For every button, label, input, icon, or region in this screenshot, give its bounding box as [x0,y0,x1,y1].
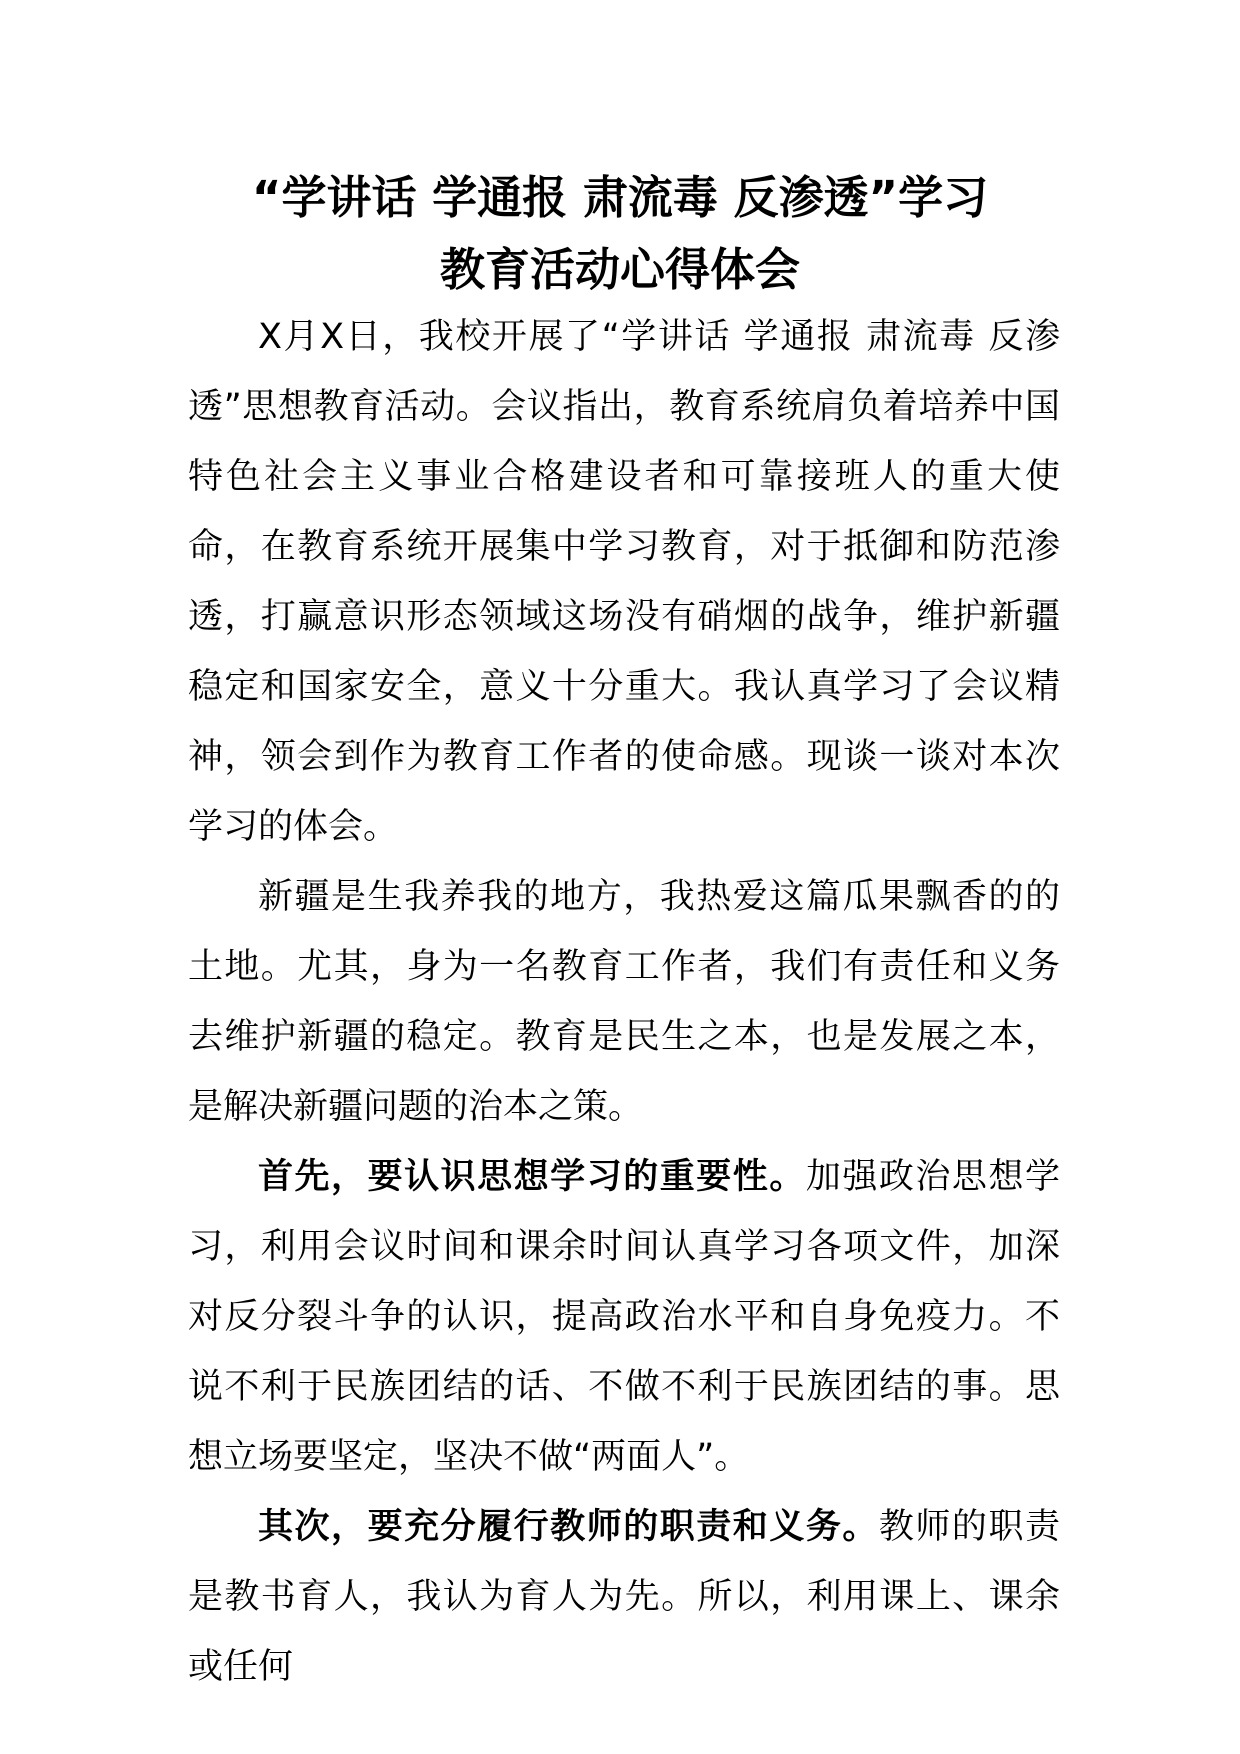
paragraph-4-text: 教师的职责是教书育人，我认为育人为先。所以，利用课上、课余或任何 [188,1507,1060,1687]
document-body [188,302,1060,1702]
paragraph-3 [188,1142,1060,1492]
paragraph-2 [188,862,1060,1142]
paragraph-4-lead: 其次，要充分履行教师的职责和义务。 [258,1507,879,1547]
paragraph-1 [188,302,1060,862]
document-title-line-1: “学讲话 学通报 肃流毒 反渗透”学习 [251,171,989,224]
paragraph-4 [188,1492,1060,1702]
paragraph-3-lead: 首先，要认识思想学习的重要性。 [258,1157,806,1197]
paragraph-3-text: 加强政治思想学习，利用会议时间和课余时间认真学习各项文件，加深对反分裂斗争的认识，提高政治水平和自身免疫力。不说不利于民族团结的话、不做不利于民族团结的事。思想立场要坚定，坚决不做“两面人”。 [188,1157,1060,1477]
paragraph-1-text: X月X日，我校开展了“学讲话 学通报 肃流毒 反渗透”思想教育活动。会议指出，教育系统肩负着培养中国特色社会主义事业合格建设者和可靠接班人的重大使命，在教育系统开展集中学习教育，对于抵御和防范渗透，打赢意识形态领域这场没有硝烟的战争，维护新疆稳定和国家安全，意义十分重大。我认真学习了会议精神，领会到作为教育工作者的使命感。现谈一谈对本次学习的体会。 [188,317,1060,847]
paragraph-2-text: 新疆是生我养我的地方，我热爱这篇瓜果飘香的的土地。尤其，身为一名教育工作者，我们有责任和义务去维护新疆的稳定。教育是民生之本，也是发展之本，是解决新疆问题的治本之策。 [188,877,1060,1127]
document-title-line-2: 教育活动心得体会 [439,243,800,296]
